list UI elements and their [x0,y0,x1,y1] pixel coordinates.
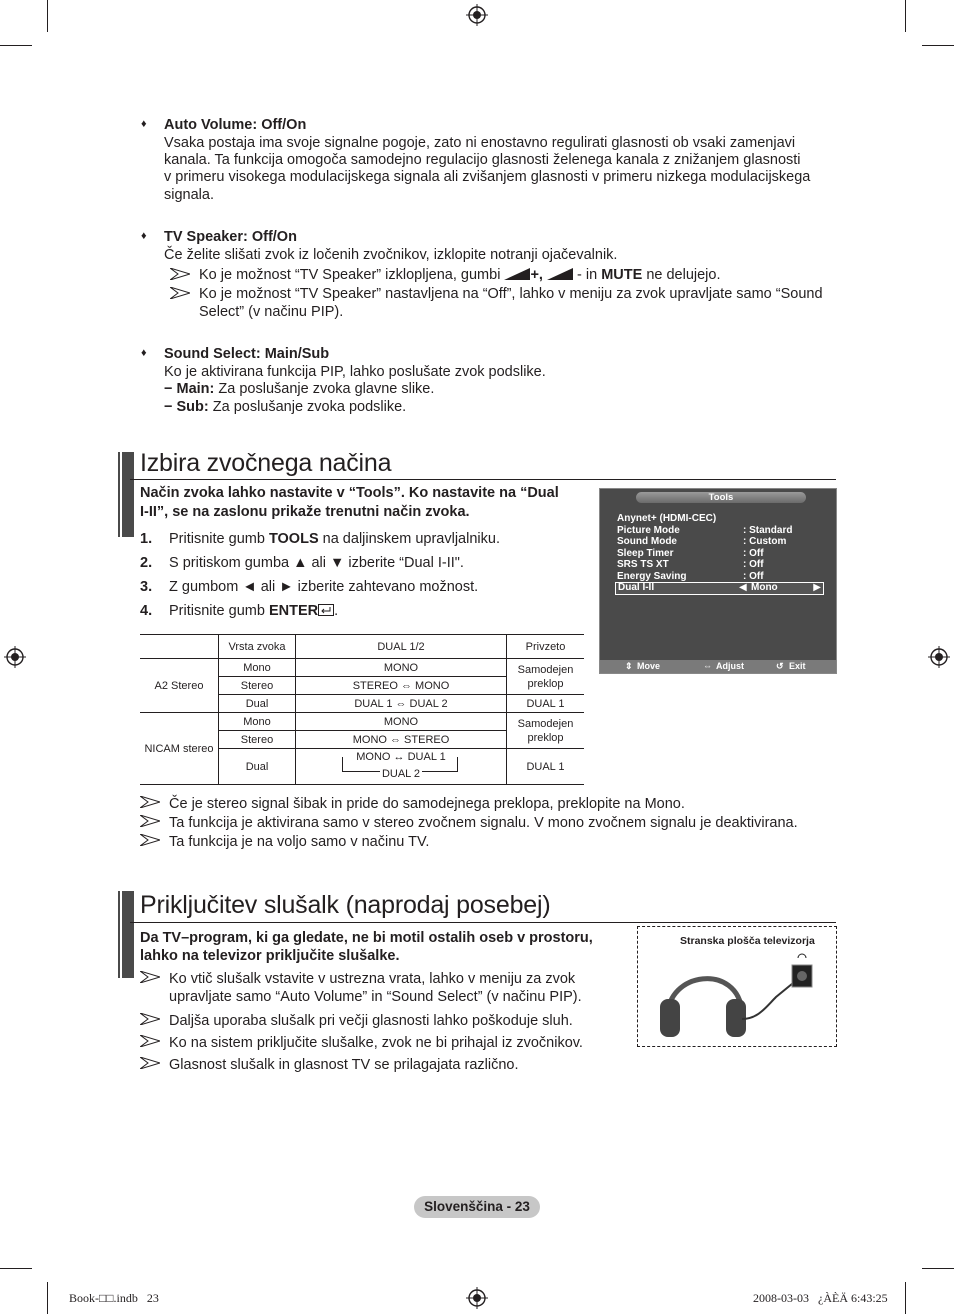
crop-mark [905,1282,906,1314]
table-cell: A2 Stereo [140,659,219,713]
tools-menu [599,488,837,674]
auto-switch-text: preklop [527,731,564,744]
step-part: na daljinskem upravljalniku. [318,531,500,547]
heading-rule [130,479,836,480]
tv-speaker-note-2: Ko je možnost “TV Speaker” nastavljena na “Off”, lahko v meniju za zvok upravljate samo “Sound [199,286,823,302]
note-arrow-icon [170,287,190,299]
mute-label: MUTE [601,267,643,283]
step-part: . [334,603,339,619]
tv-speaker-title: TV Speaker: Off/On [164,229,297,245]
tools-menu-footer [600,660,836,673]
main-label: − Main: [164,381,215,397]
tools-menu-value: : Standard [743,524,793,536]
adjust-icon: ⇔ [703,661,712,671]
selected-value: Mono [751,582,778,593]
section-marker [122,452,134,537]
section1-intro: I-II”, se na zaslonu prikaže trenutni način zvoka. [140,504,470,520]
tools-menu-value: : Custom [743,536,787,548]
note-arrow-icon [140,1057,160,1069]
table-cell: MONO ⇔ STEREO [296,731,507,749]
volume-icon [504,268,530,280]
tools-menu-item[interactable]: SRS TS XT [617,559,669,571]
left-arrow-icon[interactable]: ◀ [739,582,747,593]
cycle-bottom [296,767,506,781]
figure-label: Stranska plošča televizorja [680,935,815,947]
tools-menu-item[interactable]: Sound Mode [617,536,677,548]
section1-note: Ta funkcija je aktivirana samo v stereo zvočnem signalu. V mono zvočnem signalu je deaktivirana. [169,815,798,831]
step-text: S pritiskom gumba ▲ ali ▼ izberite “Dual I-II". [169,555,464,571]
crop-mark [0,1268,32,1269]
table-cell: Dual [219,749,296,785]
section-marker [122,891,134,978]
step-text [169,602,338,620]
volume-icon [547,268,573,280]
auto-volume-line: kanala. Ta funkcija omogoča samodejno regulacijo glasnosti želenega kanala z znižanjem glasnosti [164,152,801,168]
section2-note: upravljate samo “Auto Volume” in “Sound Select” (v načinu PIP). [169,989,582,1005]
table-cell-cycle [296,749,507,785]
table-cell: MONO [296,713,507,731]
step-text: Z gumbom ◄ ali ► izberite zahtevano možnost. [169,579,479,595]
step-number: 3. [140,579,153,595]
auto-switch-text: Samodejen [517,663,574,676]
cycle-top [296,750,506,764]
return-icon: ↺ [776,661,784,671]
enter-icon [318,604,334,616]
registration-mark-icon [466,4,488,26]
section2-intro: lahko na televizor priključite slušalke. [140,948,400,964]
auto-volume-line: v primeru visokega modulacijskega signala ali zvišanjem glasnosti v primeru nizkega modulacijskega [164,169,811,185]
footer-exit: Exit [789,661,806,671]
right-arrow-icon[interactable]: ▶ [813,582,821,593]
tools-menu-item[interactable]: Picture Mode [617,524,680,536]
note-arrow-icon [140,815,160,827]
section1-note: Če je stereo signal šibak in pride do samodejnega preklopa, preklopite na Mono. [169,796,685,812]
table-cell [507,659,585,695]
note-text: - in [577,267,598,283]
table-cell [507,713,585,749]
tools-menu-title: Tools [636,492,806,503]
tools-menu-item[interactable]: Energy Saving [617,571,687,582]
table-cell: Mono [219,659,296,677]
note-arrow-icon [170,268,190,280]
page-number-badge: Slovenščina - 23 [414,1196,540,1218]
tv-speaker-note-1 [199,266,721,284]
crop-mark [922,1268,954,1269]
table-cell: Stereo [219,677,296,695]
selected-label: Dual I-II [618,582,655,593]
note-arrow-icon [140,971,160,983]
step-number: 2. [140,555,153,571]
cycle-bottom-text: DUAL 2 [381,767,421,780]
footer-adjust: Adjust [716,661,744,671]
headphones-icon [638,927,836,1046]
tv-speaker-line: Če želite slišati zvok iz ločenih zvočnikov, izklopite notranji ojačevalnik. [164,247,618,263]
step-part: Pritisnite gumb [169,531,269,547]
tools-menu-item[interactable]: Sleep Timer [617,547,674,559]
footer-timestamp: 2008-03-03 ¿ÀÈÄ 6:43:25 [753,1291,888,1305]
crop-mark [47,1282,48,1314]
step-part: Pritisnite gumb [169,603,269,619]
auto-switch-text: Samodejen [517,717,574,730]
note-arrow-icon [140,796,160,808]
tools-menu-value: : Off [743,559,764,571]
registration-mark-icon [928,646,950,668]
move-icon: ⇕ [625,661,633,671]
section2-note: Ko vtič slušalk vstavite v ustrezna vrata, lahko v meniju za zvok [169,971,576,987]
table-cell: STEREO ⇔ MONO [296,677,507,695]
section2-note: Ko na sistem priključite slušalke, zvok ne bi prihajal iz zvočnikov. [169,1035,583,1051]
step-number: 1. [140,531,153,547]
heading-rule [130,922,836,923]
tools-menu-value: : Off [743,571,764,582]
section-heading: Izbira zvočnega načina [140,449,392,477]
sound-select-line: Ko je aktivirana funkcija PIP, lahko poslušate zvok podslike. [164,364,546,380]
note-arrow-icon [140,1013,160,1025]
sound-select-main [164,380,434,398]
diamond-bullet-icon: ♦ [141,230,147,242]
diamond-bullet-icon: ♦ [141,347,147,359]
auto-volume-line: signala. [164,187,214,203]
diamond-bullet-icon: ♦ [141,118,147,130]
main-text: Za poslušanje zvoka glavne slike. [214,381,435,397]
table-cell: Stereo [219,731,296,749]
footer-move: Move [637,661,661,671]
note-text: Ko je možnost “TV Speaker” izklopljena, gumbi [199,267,501,283]
table-header: Vrsta zvoka [219,635,296,659]
table-cell: Dual [219,695,296,713]
table-cell: DUAL 1 [507,749,585,785]
table-cell: NICAM stereo [140,713,219,785]
section2-intro: Da TV–program, ki ga gledate, ne bi motil ostalih oseb v prostoru, [140,930,593,946]
table-cell: DUAL 1 [507,695,585,713]
sound-select-title: Sound Select: Main/Sub [164,346,330,362]
cycle-top-text: MONO ↔ DUAL 1 [356,750,446,763]
crop-mark [922,45,954,46]
crop-mark [47,0,48,32]
section2-note: Glasnost slušalk in glasnost TV se prilagajata različno. [169,1057,519,1073]
note-text: ne delujejo. [646,267,721,283]
auto-switch-text: preklop [527,677,564,690]
sound-mode-table [140,634,584,785]
headphone-figure [637,926,837,1047]
crop-mark [0,45,32,46]
tools-key: TOOLS [268,531,319,547]
tools-menu-item[interactable]: Anynet+ (HDMI-CEC) [617,513,717,524]
section1-note: Ta funkcija je na voljo samo v načinu TV. [169,834,430,850]
table-cell: MONO [296,659,507,677]
auto-volume-line: Vsaka postaja ima svoje signalne pogoje, zato ni enostavno regulirati glasnosti ob vsaki zamenjavi [164,135,796,151]
note-arrow-icon [140,834,160,846]
section-heading: Priključitev slušalk (naprodaj posebej) [140,891,551,919]
footer-file-info: Book-□□.indb 23 [69,1291,159,1305]
tools-menu-item-selected[interactable] [615,582,824,595]
tools-menu-value: : Off [743,547,764,559]
registration-mark-icon [4,646,26,668]
note-arrow-icon [140,1035,160,1047]
sub-text: Za poslušanje zvoka podslike. [208,399,407,415]
table-header: DUAL 1/2 [296,635,507,659]
plus-sign: +, [530,267,543,283]
table-header: Privzeto [507,635,585,659]
step-text [169,530,500,548]
sub-label: − Sub: [164,399,209,415]
section2-note: Daljša uporaba slušalk pri večji glasnosti lahko poškoduje sluh. [169,1013,573,1029]
sound-select-sub [164,398,406,416]
auto-volume-title: Auto Volume: Off/On [164,117,307,133]
enter-key: ENTER [268,603,319,619]
crop-mark [905,0,906,32]
step-number: 4. [140,603,153,619]
registration-mark-icon [466,1287,488,1309]
tv-speaker-note-2: Select” (v načinu PIP). [199,304,344,320]
table-cell: Mono [219,713,296,731]
table-cell: DUAL 1 ⇔ DUAL 2 [296,695,507,713]
section1-intro: Način zvoka lahko nastavite v “Tools”. Ko nastavite na “Dual [140,485,559,501]
